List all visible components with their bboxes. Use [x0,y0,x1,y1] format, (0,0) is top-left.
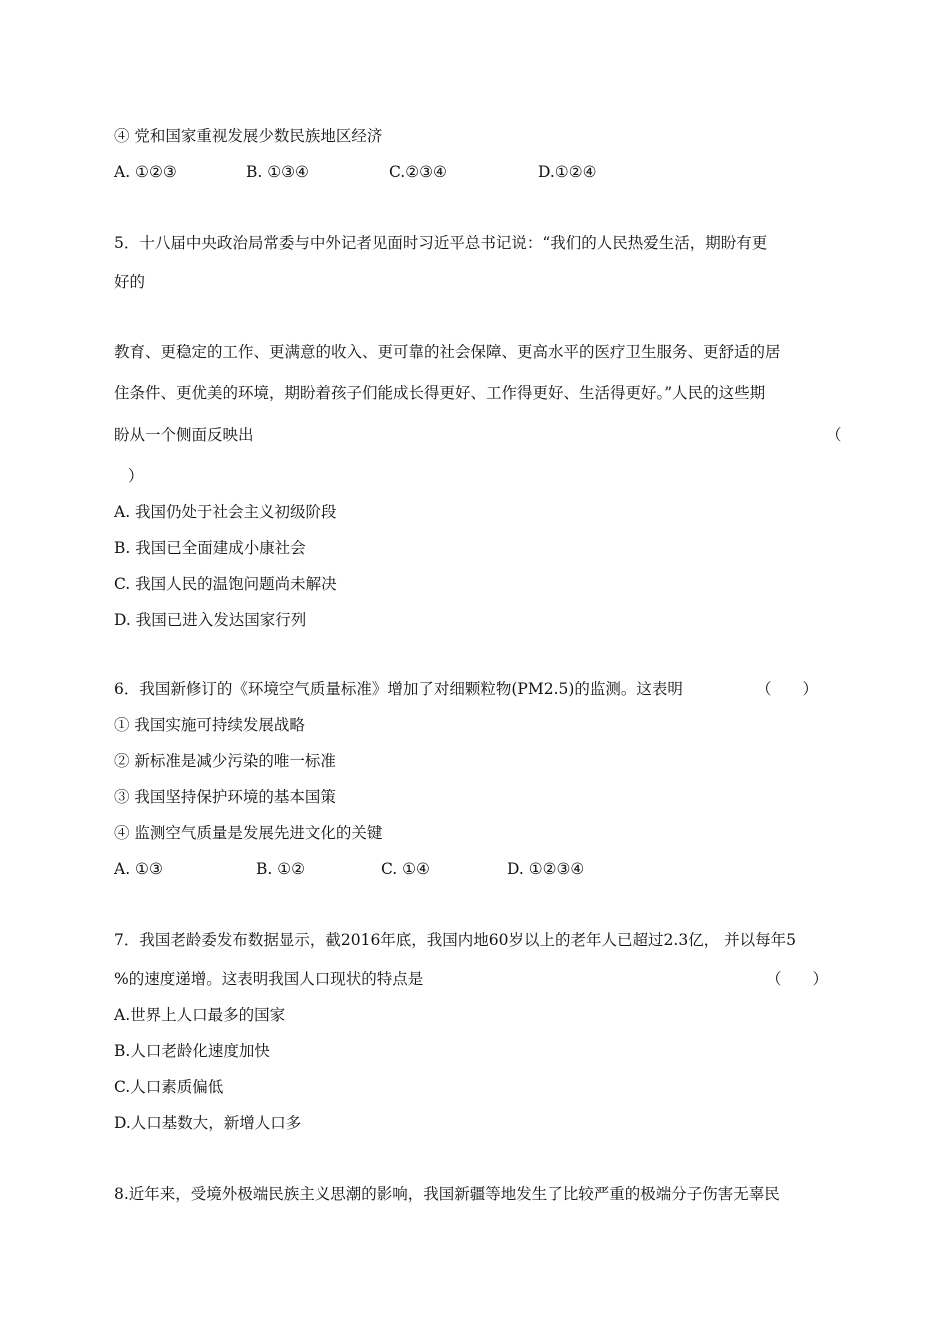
q7-option-b: B.人口老龄化速度加快 [114,1042,270,1060]
q7-option-a: A.世界上人口最多的国家 [114,1006,286,1024]
q6-option-c: C. ①④ [381,860,430,878]
q5-stem-line-2: 好的 [114,273,146,291]
q6-statement-4: ④ 监测空气质量是发展先进文化的关键 [114,824,383,842]
q5-stem-line-5: 盼从一个侧面反映出 [114,426,254,444]
q4-statement-4: ④ 党和国家重视发展少数民族地区经济 [114,127,383,145]
q5-option-c: C. 我国人民的温饱问题尚未解决 [114,575,337,593]
q7-stem-line-2: %的速度递增。这表明我国人口现状的特点是 [114,970,424,988]
q5-stem-line-4: 住条件、更优美的环境，期盼着孩子们能成长得更好、工作得更好、生活得更好。”人民的这些期 [114,384,766,402]
q7-answer-paren: （ ） [766,970,829,988]
q6-statement-2: ② 新标准是减少污染的唯一标准 [114,752,336,770]
q8-stem-line-1: 8.近年来，受境外极端民族主义思潮的影响，我国新疆等地发生了比较严重的极端分子伤害无辜民 [114,1185,780,1203]
q5-stem-line-1: 5．十八届中央政治局常委与中外记者见面时习近平总书记说：“我们的人民热爱生活，期盼有更 [114,234,768,252]
q6-option-d: D. ①②③④ [507,860,585,878]
q7-option-d: D.人口基数大，新增人口多 [114,1114,302,1132]
q6-stem: 6．我国新修订的《环境空气质量标准》增加了对细颗粒物(PM2.5)的监测。这表明 [114,680,683,698]
q4-option-d: D.①②④ [538,163,597,181]
q6-option-b: B. ①② [256,860,306,878]
q4-option-b: B. ①③④ [246,163,309,181]
q5-answer-paren-open: （ [826,426,842,444]
q5-stem-line-3: 教育、更稳定的工作、更满意的收入、更可靠的社会保障、更高水平的医疗卫生服务、更舒适的居 [114,343,781,361]
q4-option-c: C.②③④ [389,163,447,181]
q7-stem-line-1: 7．我国老龄委发布数据显示，截2016年底，我国内地60岁以上的老年人已超过2.3亿， 并以每年5 [114,931,796,949]
q5-answer-paren-close: ） [128,467,144,485]
q6-statement-1: ① 我国实施可持续发展战略 [114,716,305,734]
q5-option-a: A. 我国仍处于社会主义初级阶段 [114,503,337,521]
q5-option-d: D. 我国已进入发达国家行列 [114,611,307,629]
q7-option-c: C.人口素质偏低 [114,1078,224,1096]
q6-answer-paren: （ ） [756,680,819,698]
q4-option-a: A. ①②③ [114,163,177,181]
q5-option-b: B. 我国已全面建成小康社会 [114,539,306,557]
q6-option-a: A. ①③ [114,860,163,878]
q6-statement-3: ③ 我国坚持保护环境的基本国策 [114,788,336,806]
